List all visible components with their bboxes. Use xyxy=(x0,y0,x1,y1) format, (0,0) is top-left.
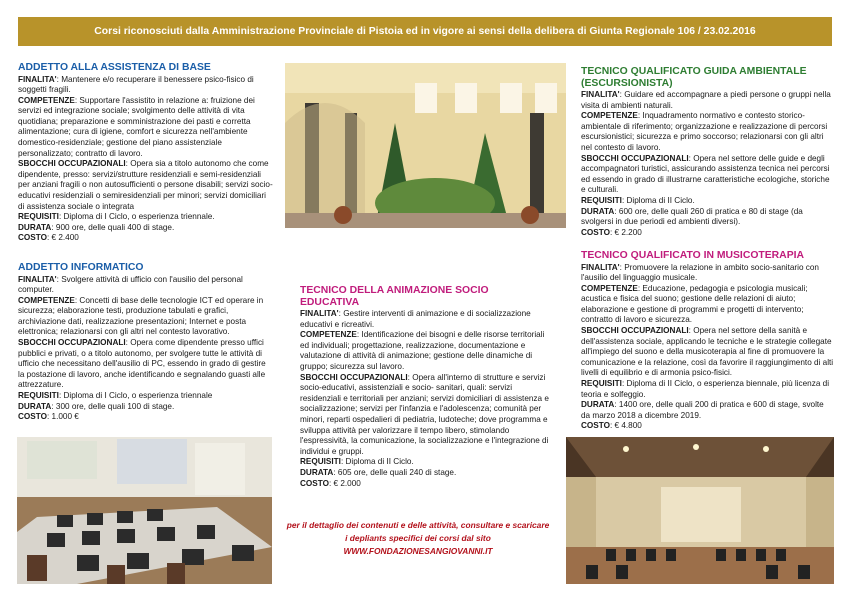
course-title: ADDETTO ALLA ASSISTENZA DI BASE xyxy=(18,62,211,73)
music-room-photo xyxy=(566,437,834,584)
courtyard-photo xyxy=(285,63,566,228)
course-musicoterapia: TECNICO QUALIFICATO IN MUSICOTERAPIA FINALITA': Promuovere la relazione in ambito socio-sanitario con l'ausilio del linguaggio musicale. COMPETENZE: Educazione, pedagogia e psicologia musicali; acustica e fisica del suono; gestione delle relazioni di aiuto; elaborazione e gestione di programmi e progetti di intervento; contratto di lavoro e sicurezza. SBOCCHI OCCUPAZIONALI: Opera nel settore della sanità e dell'assistenza sociale, applicando le tecniche e le strategie collegate all'impiego del suono e della musicoterapia al fine di promuovere la comunicazione e la relazione, così da favorire il raggiungimento di alti livelli di equilibrio e di armonia psico-fisici. REQUISITI: Diploma di II Ciclo, o esperienza biennale, più licenza di teoria e solfeggio. DURATA: 1400 ore, delle quali 200 di pratica e 600 di stage, svolte da marzo 2018 a dicembre 2019. COSTO: € 4.800 xyxy=(581,250,834,431)
footer-note: per il dettaglio dei contenuti e delle attività, consultare e scaricare i depliants specifici dei corsi dal sito WWW.FONDAZIONESANGIOVANNI.IT xyxy=(286,520,550,556)
course-title: ADDETTO INFORMATICO xyxy=(18,262,144,273)
course-title: TECNICO QUALIFICATO GUIDA AMBIENTALE (ESCURSIONISTA) xyxy=(581,66,807,89)
course-title: TECNICO QUALIFICATO IN MUSICOTERAPIA xyxy=(581,250,805,261)
header-banner: Corsi riconosciuti dalla Amministrazione Provinciale di Pistoia ed in vigore ai sensi della delibera di Giunta Regionale 106 / 23.02.2016 xyxy=(18,17,832,46)
course-animazione: TECNICO DELLA ANIMAZIONE SOCIO EDUCATIVA FINALITA': Gestire interventi di animazione e di socializzazione educativi e ricreativi. COMPETENZE: Identificazione dei bisogni e delle risorse territoriali ed individuali; progettazione, realizzazione, documentazione e valutazione di attività di animazione; gestione delle dinamiche di gruppo; sicurezza sul lavoro. SBOCCHI OCCUPAZIONALI: Opera all'interno di strutture e servizi socio-educativi, assistenziali e socio- sanitari, quali: servizi residenziali e territoriali per anziani; servizi domiciliari di assistenza e socializzazione; servizi per l'infanzia e l'adolescenza; comunità per minori, reparti ospedalieri di pediatria, ludoteche; dove programma e sviluppa attività per valorizzare il tempo libero, stimolando l'espressività, la comunicazione, la socializzazione e l'integrazione di individui e gruppi. REQUISITI: Diploma di II Ciclo. DURATA: 605 ore, delle quali 240 di stage. COSTO: € 2.000 xyxy=(300,285,549,488)
course-guida: TECNICO QUALIFICATO GUIDA AMBIENTALE (ESCURSIONISTA) FINALITA': Guidare ed accompagnare a piedi persone o gruppi nella visita di ambienti naturali. COMPETENZE: Inquadramento normativo e contesto storico-ambientale di riferimento; organizzazione e realizzazione di percorsi escursionistici; sicurezza e primo soccorso; relazionarsi con gli altri nel contesto di lavoro. SBOCCHI OCCUPAZIONALI: Opera nel settore delle guide e degli accompagnatori turistici, assicurando assistenza tecnica nei percorsi ed essendo in grado di illustrarne caratteristiche ecologiche, storiche e culturali. REQUISITI: Diploma di II Ciclo. DURATA: 600 ore, delle quali 260 di pratica e 80 di stage (da svolgersi in due periodi ed ambienti diversi). COSTO: € 2.200 xyxy=(581,66,834,238)
computer-lab-photo xyxy=(17,437,272,584)
course-title: TECNICO DELLA ANIMAZIONE SOCIO EDUCATIVA xyxy=(300,285,489,308)
course-assistenza: ADDETTO ALLA ASSISTENZA DI BASE FINALITA': Mantenere e/o recuperare il benessere psico-fisico di soggetti fragili. COMPETENZE: Supportare l'assistito in relazione a: fruizione dei servizi ed integrazione sociale; svolgimento delle attività di vita quotidiana; preparazione e somministrazione dei pasti e corretta alimentazione; cura di igiene, comfort e sicurezza nell'ambiente domestico-residenziale; gestione del piano assistenziale personalizzato; contratto di lavoro. SBOCCHI OCCUPAZIONALI: Opera sia a titolo autonomo che come dipendente, presso: servizi/strutture residenziali e semi-residenziali per anziani fragili o non autosufficienti o persone disabili; servizi socio-educativi residenziali o semiresidenziali per minori; servizi domiciliari di assistenza sociale o integrata REQUISITI: Diploma di I Ciclo, o esperienza triennale. DURATA: 900 ore, delle quali 400 di stage. COSTO: € 2.400 xyxy=(18,62,273,243)
course-informatico: ADDETTO INFORMATICO FINALITA': Svolgere attività di ufficio con l'ausilio del personal computer. COMPETENZE: Concetti di base delle tecnologie ICT ed operare in sicurezza; elaborazione testi, produzione tabulati e grafici, archiviazione dati, realizzazione presentazioni; Internet e posta elettronica; relazionarsi con gli altri nel contesto lavorativo. SBOCCHI OCCUPAZIONALI: Opera come dipendente presso uffici pubblici e privati, o a titolo autonomo, per svolgere tutte le attività di ufficio che necessitano dell'ausilio di PC, essendo in grado di gestire la postazione di lavoro, anche identificando e segnalando guasti alle attrezzature. REQUISITI: Diploma di I Ciclo, o esperienza triennale DURATA: 300 ore, delle quali 100 di stage. COSTO: 1.000 € xyxy=(18,262,273,423)
